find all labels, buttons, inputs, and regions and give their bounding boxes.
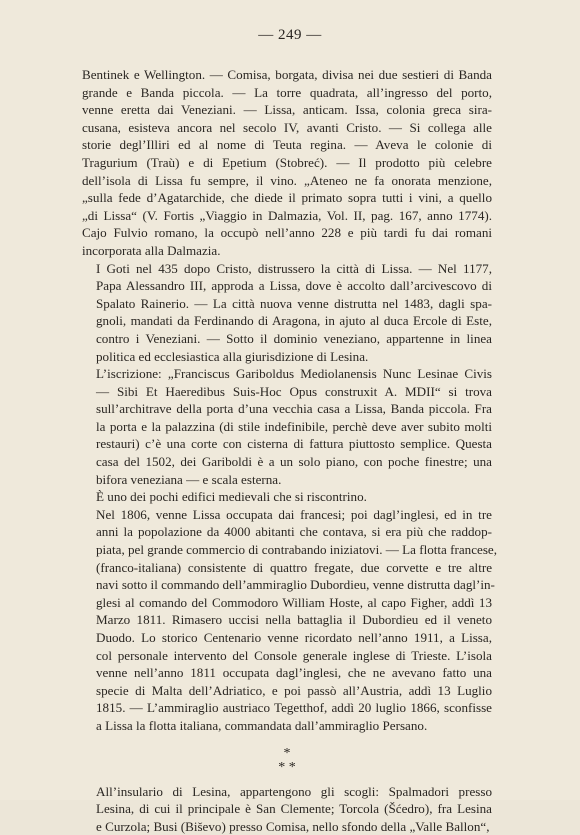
text-line: cusana, esisteva ancora nel secolo IV, avanti Cristo. — Si collega alle xyxy=(82,119,492,135)
paragraph xyxy=(82,488,492,506)
asterism-separator xyxy=(82,747,492,775)
text-line: bifora veneziana — e scala esterna. xyxy=(96,471,282,487)
text-line: politica ed ecclesiastica alla giurisdizione di Lesina. xyxy=(96,348,369,364)
text-line: Lesina, di cui il principale è San Clemente; Torcola (Šćedro), fra Lesina xyxy=(96,801,492,817)
text-line: e Curzola; Busi (Biševo) presso Comisa, nello sfondo della „Valle Ballon“, xyxy=(96,818,490,834)
text-line: „di Lissa“ (V. Fortis „Viaggio in Dalmazia, Vol. II, pag. 167, anno 1774). xyxy=(82,207,492,223)
text-line: storie degl’Illiri ed al nome di Teuta regina. — Aveva le colonie di xyxy=(82,137,492,153)
text-line: dell’isola di Lissa fu sempre, il vino. „Ateneo ne fa onorata menzione, xyxy=(82,172,492,188)
page-number: — 249 — xyxy=(258,27,322,43)
text-line: Cajo Fulvio romano, la occupò nell’anno 228 e più tardi fu dai romani xyxy=(82,225,492,241)
text-line: contro i Veneziani. — Sotto il dominio veneziano, appartenne in linea xyxy=(96,330,492,346)
paragraph xyxy=(82,260,492,366)
text-line: Duodo. Lo storico Centenario venne ricordato nell’anno 1911, a Lissa, xyxy=(96,630,492,645)
text-line: gnoli, mandati da Ferdinando di Aragona, in ajuto al duca Ercole di Este, xyxy=(96,313,492,329)
text-line: incorporata alla Dalmazia. xyxy=(82,242,221,258)
text-line: Tragurium (Traù) e di Epetium (Stobreć). — Il prodotto più celebre xyxy=(82,154,492,170)
text-line: Bentinek e Wellington. — Comisa, borgata, divisa nei due sestieri di Banda xyxy=(82,67,492,82)
text-line: casa del 1502, dei Gariboldi è a un solo piano, con poche finestre; una xyxy=(96,454,492,470)
asterism-top: * xyxy=(283,745,291,761)
text-line: I Goti nel 435 dopo Cristo, distrussero la città di Lissa. — Nel 1177, xyxy=(96,260,492,276)
text-line: grande e Banda piccola. — La torre quadrata, all’ingresso del porto, xyxy=(82,84,492,100)
text-line: glesi al comando del Commodoro William Hoste, al capo Figher, addì 13 xyxy=(96,594,492,610)
text-line: specie di Malta dell’Adriatico, e poi passò all’Austria, addì 13 Luglio xyxy=(96,682,492,698)
text-line: venne nell’anno 1811 occupata dagl’inglesi, che ne avevano fatto una xyxy=(96,665,492,681)
final-paragraph-container xyxy=(82,783,492,835)
text-line: Papa Alessandro III, approda a Lissa, dove è accolto dall’arcivescovo di xyxy=(96,278,492,294)
paragraphs-container xyxy=(82,66,498,735)
paragraph xyxy=(82,365,492,488)
text-line: sull’architrave della porta d’una vecchia casa a Lissa, Banda piccola. Fra xyxy=(96,401,492,417)
text-line: piata, pel grande commercio di contrabando iniziatovi. — La flotta francese, xyxy=(96,542,498,558)
text-line: la porta e la palazzina (di stile indefinibile, perchè deve aver subito molti xyxy=(96,418,492,434)
paragraph xyxy=(82,506,498,735)
text-line: — Sibi Et Haeredibus Suis-Hoc Opus construxit A. MDII“ si trova xyxy=(96,383,492,399)
text-line: venne eretta dai Veneziani. — Lissa, anticam. Issa, colonia greca sira- xyxy=(82,102,492,118)
body-text xyxy=(82,66,498,835)
text-line: restauri) c’è una corte con cisterna di fattura piuttosto semplice. Questa xyxy=(96,436,492,452)
text-line: col personale intervento del Console generale inglese di Trieste. L’isola xyxy=(96,647,492,663)
asterism-bottom: * * xyxy=(278,759,296,775)
paragraph xyxy=(82,783,492,835)
text-line: navi sotto il commando dell’ammiraglio Dubordieu, venne distrutta dagl’in- xyxy=(96,577,495,593)
paragraph xyxy=(82,66,492,260)
text-line: (franco-italiana) consistente di quattro fregate, due corvette e tre altre xyxy=(96,559,492,575)
text-line: Nel 1806, venne Lissa occupata dai francesi; poi dagl’inglesi, ed in tre xyxy=(96,506,492,522)
text-line: „sulla fede d’Agatarchide, che diede il primato sopra tutti i vini, a quello xyxy=(82,190,492,206)
text-line: All’insulario di Lesina, appartengono gli scogli: Spalmadori presso xyxy=(96,783,492,799)
text-line: L’iscrizione: „Franciscus Gariboldus Mediolanensis Nunc Lesinae Civis xyxy=(96,366,492,382)
text-line: a Lissa la flotta italiana, commandata dall’ammiraglio Persano. xyxy=(96,717,428,733)
text-line: Marzo 1811. Rimasero uccisi nella battaglia il Dubordieu ed il veneto xyxy=(96,612,492,628)
text-line: È uno dei pochi edifici medievali che si riscontrino. xyxy=(96,489,367,505)
text-line: anni la popolazione da 4000 abitanti che contava, si era più che raddop- xyxy=(96,524,492,540)
text-line: Spalato Rainerio. — La città nuova venne distrutta nel 1483, dagli spa- xyxy=(96,295,492,311)
text-line: 1815. — L’ammiraglio austriaco Tegetthof, addì 20 luglio 1866, sconfisse xyxy=(96,700,492,716)
